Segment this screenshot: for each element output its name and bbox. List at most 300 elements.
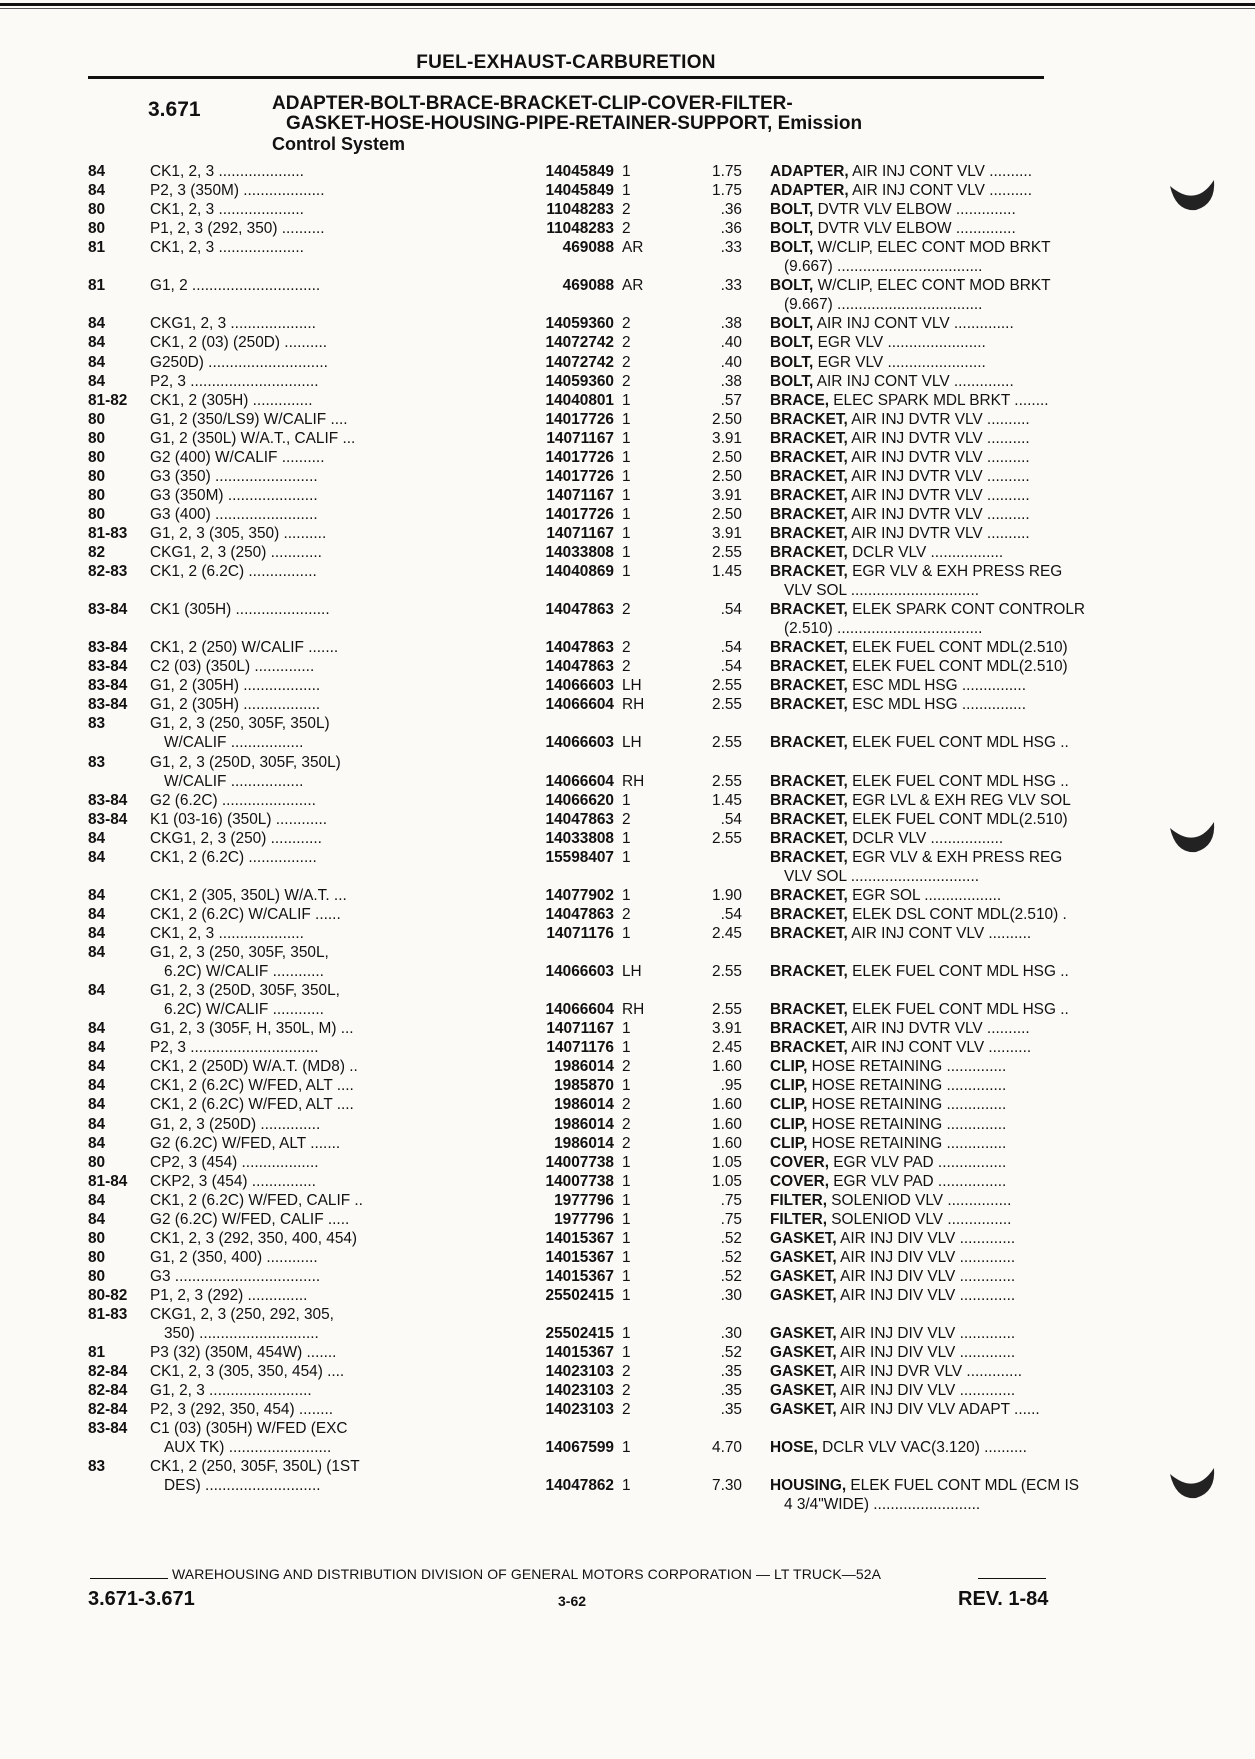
part-number: 14077902 [428, 887, 614, 905]
part-number: 14045849 [428, 182, 614, 200]
model-year: 82-84 [88, 1363, 128, 1381]
part-number: 14071176 [428, 1039, 614, 1057]
model-description: CKG1, 2, 3 (250) ............ [150, 829, 322, 847]
part-category: BRACKET, [770, 1039, 848, 1057]
model-year: 80 [88, 429, 106, 447]
model-description: G1, 2, 3 (305F, H, 350L, M) ... [150, 1020, 354, 1038]
quantity: 1 [622, 429, 631, 447]
part-number: 11048283 [428, 220, 614, 238]
part-description: BOLT, EGR VLV ....................... [770, 353, 986, 371]
quantity: 2 [622, 315, 631, 333]
part-description: BRACKET, AIR INJ DVTR VLV .......... [770, 505, 1030, 523]
model-year: 80 [88, 1267, 106, 1285]
part-description: BRACKET, AIR INJ CONT VLV .......... [770, 1039, 1032, 1057]
part-category: BRACKET, [770, 448, 848, 466]
part-description: BRACKET, AIR INJ CONT VLV .......... [770, 925, 1032, 942]
model-description: CK1, 2 (6.2C) W/CALIF ...... [150, 905, 341, 923]
part-category: GASKET, [770, 1229, 837, 1247]
part-description: BRACKET, ELEK FUEL CONT MDL HSG .. [770, 734, 1069, 752]
price: .95 [720, 1077, 742, 1095]
part-number: 14015367 [428, 1230, 614, 1248]
part-number: 14066603 [428, 963, 614, 981]
part-category: BRACKET, [770, 1020, 848, 1038]
model-description: P3 (32) (350M, 454W) ....... [150, 1344, 337, 1362]
part-number: 14066604 [428, 773, 614, 791]
part-category: GASKET, [770, 1401, 837, 1419]
quantity: 2 [622, 1096, 631, 1114]
part-description: BRACKET, ELEK FUEL CONT MDL HSG .. [770, 963, 1069, 981]
price: .52 [720, 1229, 742, 1247]
quantity: 1 [622, 391, 631, 409]
part-number: 25502415 [428, 1287, 614, 1305]
price: .54 [720, 601, 742, 619]
model-year: 83 [88, 715, 106, 733]
model-description: G2 (6.2C) ...................... [150, 791, 316, 809]
model-description: C1 (03) (305H) W/FED (EXC [150, 1420, 348, 1438]
price: .35 [720, 1363, 742, 1381]
part-category: BRACKET, [770, 848, 848, 866]
model-description: CKG1, 2, 3 (250) ............ [150, 544, 322, 561]
price: .36 [720, 201, 742, 219]
part-category: BRACKET, [770, 791, 848, 809]
part-number: 14047863 [428, 906, 614, 924]
model-year: 80-82 [88, 1286, 128, 1304]
quantity: 2 [622, 353, 631, 371]
part-number: 25502415 [428, 1325, 614, 1343]
model-description: G1, 2 (305H) .................. [150, 677, 321, 695]
page-number: 3-62 [558, 1593, 587, 1609]
part-description: BRACKET, AIR INJ DVTR VLV .......... [770, 1020, 1030, 1038]
price: .40 [720, 353, 742, 371]
footer-section-range: 3.671-3.671 [88, 1588, 195, 1610]
price: .35 [720, 1382, 742, 1400]
part-number: 1985870 [428, 1077, 614, 1095]
part-category: GASKET, [770, 1248, 837, 1266]
part-category: BRACKET, [770, 639, 848, 657]
part-category: BOLT, [770, 334, 814, 352]
model-description: G3 .................................. [150, 1267, 321, 1285]
model-year: 83-84 [88, 658, 128, 676]
part-description: BRACKET, ESC MDL HSG ............... [770, 677, 1026, 695]
part-number: 14071176 [428, 925, 614, 943]
price: .38 [720, 372, 742, 390]
section-title [272, 94, 1052, 154]
model-year: 81-83 [88, 1306, 128, 1323]
part-description: BOLT, AIR INJ CONT VLV .............. [770, 315, 1014, 333]
model-description: CK1, 2 (305, 350L) W/A.T. ... [150, 886, 347, 904]
model-year: 84 [88, 315, 106, 333]
price: 1.60 [712, 1134, 742, 1152]
part-description: GASKET, AIR INJ DIV VLV ............. [770, 1248, 1016, 1266]
model-year: 84 [88, 1115, 106, 1133]
quantity: 1 [622, 1286, 631, 1304]
top-border-rule [0, 3, 1255, 6]
price: .36 [720, 220, 742, 238]
model-year: 81 [88, 239, 106, 257]
model-description: P2, 3 .............................. [150, 1039, 319, 1057]
part-category: GASKET, [770, 1344, 837, 1362]
price: 2.55 [712, 734, 742, 752]
price: 2.55 [712, 772, 742, 790]
price: 2.55 [712, 696, 742, 714]
part-category: BRACKET, [770, 467, 848, 485]
quantity: 1 [622, 829, 631, 847]
quantity: 2 [622, 810, 631, 828]
part-number: 14071167 [428, 1020, 614, 1038]
part-number: 14066604 [428, 696, 614, 714]
part-description-cont: (2.510) .................................. [784, 620, 983, 638]
part-number: 14071167 [428, 430, 614, 448]
model-year: 84 [88, 944, 106, 962]
part-number: 15598407 [428, 849, 614, 867]
part-description: FILTER, SOLENIOD VLV ............... [770, 1191, 1012, 1209]
part-category: BRACKET, [770, 925, 848, 942]
part-description: BRACKET, AIR INJ DVTR VLV .......... [770, 448, 1030, 466]
part-description: CLIP, HOSE RETAINING .............. [770, 1096, 1007, 1114]
model-description: G2 (6.2C) W/FED, CALIF ..... [150, 1210, 350, 1228]
part-category: BOLT, [770, 315, 814, 333]
section-title-line3: Control System [272, 134, 406, 154]
section-number: 3.671 [148, 98, 201, 121]
quantity: 1 [622, 1248, 631, 1266]
quantity: 1 [622, 791, 631, 809]
model-description: G1, 2, 3 (250, 305F, 350L) [150, 715, 330, 733]
price: .54 [720, 810, 742, 828]
top-border-rule-thin [0, 8, 1255, 9]
part-description-cont: VLV SOL .............................. [784, 867, 980, 885]
model-year: 84 [88, 829, 106, 847]
price: .52 [720, 1267, 742, 1285]
model-description-cont: 6.2C) W/CALIF ............ [164, 963, 324, 981]
price: 1.05 [712, 1153, 742, 1171]
part-description: HOUSING, ELEK FUEL CONT MDL (ECM IS [770, 1477, 1080, 1495]
price: 2.50 [712, 467, 742, 485]
part-number: 14023103 [428, 1382, 614, 1400]
model-year: 84 [88, 1096, 106, 1114]
part-number: 14071167 [428, 487, 614, 505]
part-category: ADAPTER, [770, 163, 849, 180]
part-number: 14023103 [428, 1401, 614, 1419]
model-year: 83-84 [88, 810, 128, 828]
part-category: BOLT, [770, 239, 814, 257]
part-number: 14072742 [428, 354, 614, 372]
part-description: BOLT, EGR VLV ....................... [770, 334, 986, 352]
model-description: G1, 2, 3 (250D) .............. [150, 1115, 321, 1133]
model-year: 80 [88, 486, 106, 504]
part-description: BRACKET, AIR INJ DVTR VLV .......... [770, 524, 1030, 542]
model-year: 80 [88, 220, 106, 238]
model-year: 84 [88, 905, 106, 923]
model-description: G1, 2 (350L) W/A.T., CALIF ... [150, 429, 356, 447]
revision-label: REV. 1-84 [958, 1588, 1049, 1610]
model-description: G1, 2, 3 (250D, 305F, 350L) [150, 753, 341, 771]
quantity: 1 [622, 163, 631, 180]
part-category: BOLT, [770, 220, 814, 238]
part-description: BOLT, W/CLIP, ELEC CONT MOD BRKT [770, 239, 1051, 257]
part-description: GASKET, AIR INJ DIV VLV ............. [770, 1267, 1016, 1285]
part-category: BRACKET, [770, 886, 848, 904]
model-description-cont: AUX TK) ........................ [164, 1439, 332, 1457]
part-description: BRACKET, ESC MDL HSG ............... [770, 696, 1026, 714]
model-description: G250D) ............................ [150, 353, 328, 371]
part-number: 1986014 [428, 1135, 614, 1153]
price: .75 [720, 1210, 742, 1228]
model-year: 84 [88, 1020, 106, 1038]
model-description: CK1, 2 (250) W/CALIF ....... [150, 639, 339, 657]
model-year: 80 [88, 201, 106, 219]
part-category: BRACKET, [770, 734, 848, 752]
quantity: LH [622, 963, 642, 981]
price: 3.91 [712, 486, 742, 504]
part-description: BOLT, DVTR VLV ELBOW .............. [770, 201, 1016, 219]
quantity: 1 [622, 886, 631, 904]
part-description: BRACKET, AIR INJ DVTR VLV .......... [770, 410, 1030, 428]
part-category: BRACKET, [770, 563, 848, 581]
part-description: BRACKET, EGR VLV & EXH PRESS REG [770, 563, 1063, 581]
price: .30 [720, 1286, 742, 1304]
section-title-line2: GASKET-HOSE-HOUSING-PIPE-RETAINER-SUPPORT, Emission [286, 113, 863, 134]
part-number: 14071167 [428, 525, 614, 543]
part-number: 11048283 [428, 201, 614, 219]
quantity: 1 [622, 925, 631, 942]
model-description: CK1 (305H) ...................... [150, 601, 330, 619]
price: 2.55 [712, 677, 742, 695]
part-description: BOLT, W/CLIP, ELEC CONT MOD BRKT [770, 277, 1051, 295]
part-category: BRACKET, [770, 410, 848, 428]
part-number: 14040801 [428, 392, 614, 410]
part-number: 469088 [428, 277, 614, 295]
model-year: 81-82 [88, 391, 128, 409]
quantity: 1 [622, 467, 631, 485]
price: .30 [720, 1325, 742, 1343]
price: 4.70 [712, 1439, 742, 1457]
part-description: BRACKET, EGR VLV & EXH PRESS REG [770, 848, 1063, 866]
model-year: 83 [88, 753, 106, 771]
part-number: 14017726 [428, 411, 614, 429]
price: 1.05 [712, 1172, 742, 1190]
part-description: GASKET, AIR INJ DIV VLV ............. [770, 1229, 1016, 1247]
part-description: ADAPTER, AIR INJ CONT VLV .......... [770, 182, 1032, 200]
model-year: 81 [88, 1344, 106, 1362]
model-description: CK1, 2 (6.2C) W/FED, CALIF .. [150, 1191, 363, 1209]
header-rule [88, 76, 1044, 79]
quantity: 1 [622, 1477, 631, 1495]
part-description: BRACKET, DCLR VLV ................. [770, 829, 1004, 847]
price: 1.90 [712, 886, 742, 904]
price: 1.60 [712, 1115, 742, 1133]
model-description: CK1, 2 (6.2C) W/FED, ALT .... [150, 1096, 354, 1114]
quantity: LH [622, 734, 642, 752]
quantity: 1 [622, 544, 631, 561]
part-category: CLIP, [770, 1077, 808, 1095]
quantity: 1 [622, 505, 631, 523]
price: .75 [720, 1191, 742, 1209]
price: .54 [720, 905, 742, 923]
part-description: CLIP, HOSE RETAINING .............. [770, 1134, 1007, 1152]
model-description-cont: DES) ........................... [164, 1477, 321, 1495]
part-category: BOLT, [770, 353, 814, 371]
model-description: CKG1, 2, 3 (250, 292, 305, [150, 1306, 334, 1323]
part-description-cont: 4 3/4"WIDE) ......................... [784, 1496, 981, 1514]
part-number: 14033808 [428, 544, 614, 562]
model-year: 84 [88, 982, 106, 1000]
model-year: 80 [88, 1229, 106, 1247]
quantity: 2 [622, 1401, 631, 1419]
quantity: 2 [622, 658, 631, 676]
model-year: 83-84 [88, 1420, 128, 1438]
model-year: 83-84 [88, 677, 128, 695]
quantity: 1 [622, 1229, 631, 1247]
quantity: 2 [622, 220, 631, 238]
model-year: 81 [88, 277, 106, 295]
part-category: BRACKET, [770, 772, 848, 790]
part-description-cont: (9.667) .................................. [784, 258, 983, 276]
model-description: CKP2, 3 (454) ............... [150, 1172, 316, 1190]
part-description: ADAPTER, AIR INJ CONT VLV .......... [770, 163, 1032, 180]
part-number: 1977796 [428, 1211, 614, 1229]
part-description: GASKET, AIR INJ DVR VLV ............. [770, 1363, 1023, 1381]
part-number: 469088 [428, 239, 614, 257]
part-category: BRACKET, [770, 505, 848, 523]
model-year: 84 [88, 1039, 106, 1057]
price: 3.91 [712, 429, 742, 447]
model-description: CK1, 2, 3 .................... [150, 201, 304, 219]
part-description: BRACKET, DCLR VLV ................. [770, 544, 1004, 561]
part-number: 14059360 [428, 315, 614, 333]
model-description: CK1, 2, 3 (292, 350, 400, 454) [150, 1229, 358, 1247]
part-category: GASKET, [770, 1382, 837, 1400]
part-number: 14067599 [428, 1439, 614, 1457]
part-description: BRACE, ELEC SPARK MDL BRKT ........ [770, 391, 1049, 409]
footer-rule-left [90, 1578, 168, 1579]
model-year: 82-84 [88, 1401, 128, 1419]
part-category: BRACKET, [770, 829, 848, 847]
model-description: P1, 2, 3 (292, 350) .......... [150, 220, 325, 238]
model-description: CK1, 2 (250D) W/A.T. (MD8) .. [150, 1058, 358, 1076]
price: .57 [720, 391, 742, 409]
quantity: 1 [622, 410, 631, 428]
part-number: 1986014 [428, 1096, 614, 1114]
part-category: BRACKET, [770, 429, 848, 447]
model-year: 84 [88, 1210, 106, 1228]
model-year: 84 [88, 353, 106, 371]
model-description: CK1, 2 (305H) .............. [150, 391, 313, 409]
model-year: 80 [88, 1153, 106, 1171]
price: .52 [720, 1248, 742, 1266]
part-category: HOSE, [770, 1439, 818, 1457]
price: .38 [720, 315, 742, 333]
price: .54 [720, 658, 742, 676]
model-year: 82 [88, 544, 106, 561]
part-description: BRACKET, ELEK FUEL CONT MDL(2.510) [770, 639, 1068, 657]
part-category: GASKET, [770, 1286, 837, 1304]
model-description: P1, 2, 3 (292) .............. [150, 1286, 308, 1304]
price: .35 [720, 1401, 742, 1419]
part-description-cont: VLV SOL .............................. [784, 582, 980, 600]
model-description: C2 (03) (350L) .............. [150, 658, 315, 676]
quantity: 1 [622, 563, 631, 581]
part-category: CLIP, [770, 1115, 808, 1133]
model-year: 84 [88, 1058, 106, 1076]
quantity: 1 [622, 1439, 631, 1457]
price: 2.50 [712, 410, 742, 428]
part-number: 14023103 [428, 1363, 614, 1381]
part-description: GASKET, AIR INJ DIV VLV ............. [770, 1344, 1016, 1362]
part-category: BRACKET, [770, 810, 848, 828]
part-number: 14045849 [428, 163, 614, 181]
price: 1.75 [712, 182, 742, 200]
price: 2.50 [712, 505, 742, 523]
model-year: 82-83 [88, 563, 128, 581]
part-number: 14007738 [428, 1173, 614, 1191]
part-description: CLIP, HOSE RETAINING .............. [770, 1115, 1007, 1133]
part-number: 14033808 [428, 830, 614, 848]
model-description: G2 (400) W/CALIF .......... [150, 448, 325, 466]
part-category: BRACKET, [770, 1001, 848, 1019]
part-category: BRACKET, [770, 524, 848, 542]
part-category: CLIP, [770, 1096, 808, 1114]
part-description: HOSE, DCLR VLV VAC(3.120) .......... [770, 1439, 1027, 1457]
model-description: P2, 3 .............................. [150, 372, 319, 390]
price: 2.50 [712, 448, 742, 466]
quantity: 2 [622, 334, 631, 352]
part-number: 14047863 [428, 639, 614, 657]
price: 1.45 [712, 791, 742, 809]
part-number: 14066620 [428, 792, 614, 810]
footer-rule-right [978, 1578, 1046, 1579]
quantity: 2 [622, 905, 631, 923]
part-description: BRACKET, ELEK FUEL CONT MDL HSG .. [770, 1001, 1069, 1019]
model-description: G1, 2 .............................. [150, 277, 321, 295]
part-category: BRACKET, [770, 905, 848, 923]
part-category: FILTER, [770, 1210, 827, 1228]
quantity: 2 [622, 1363, 631, 1381]
part-description: FILTER, SOLENIOD VLV ............... [770, 1210, 1012, 1228]
quantity: 1 [622, 1325, 631, 1343]
price: 2.55 [712, 1001, 742, 1019]
part-number: 14015367 [428, 1268, 614, 1286]
part-description: GASKET, AIR INJ DIV VLV ............. [770, 1325, 1016, 1343]
section-title-line1: ADAPTER-BOLT-BRACE-BRACKET-CLIP-COVER-FILTER- [272, 93, 793, 114]
model-year: 81-84 [88, 1172, 128, 1190]
part-description: CLIP, HOSE RETAINING .............. [770, 1077, 1007, 1095]
part-description: BRACKET, ELEK FUEL CONT MDL(2.510) [770, 810, 1068, 828]
part-category: BRACKET, [770, 486, 848, 504]
part-number: 14017726 [428, 449, 614, 467]
part-number: 14017726 [428, 468, 614, 486]
price: 7.30 [712, 1477, 742, 1495]
part-number: 14072742 [428, 334, 614, 352]
model-description: G1, 2, 3 (250, 305F, 350L, [150, 944, 329, 962]
price: 2.55 [712, 544, 742, 561]
quantity: 1 [622, 1172, 631, 1190]
model-year: 84 [88, 1191, 106, 1209]
model-description: G1, 2 (350/LS9) W/CALIF .... [150, 410, 348, 428]
binder-hole-icon [1166, 820, 1218, 854]
model-description: G1, 2 (350, 400) ............ [150, 1248, 318, 1266]
price: .33 [720, 239, 742, 257]
part-number: 14007738 [428, 1154, 614, 1172]
quantity: 2 [622, 1382, 631, 1400]
quantity: 2 [622, 1115, 631, 1133]
model-description: G3 (350) ........................ [150, 467, 318, 485]
part-description-cont: (9.667) .................................. [784, 296, 983, 314]
quantity: 1 [622, 1153, 631, 1171]
part-category: CLIP, [770, 1134, 808, 1152]
model-description-cont: 350) ............................ [164, 1325, 319, 1343]
section-header: FUEL-EXHAUST-CARBURETION [416, 52, 716, 73]
model-description-cont: 6.2C) W/CALIF ............ [164, 1001, 324, 1019]
